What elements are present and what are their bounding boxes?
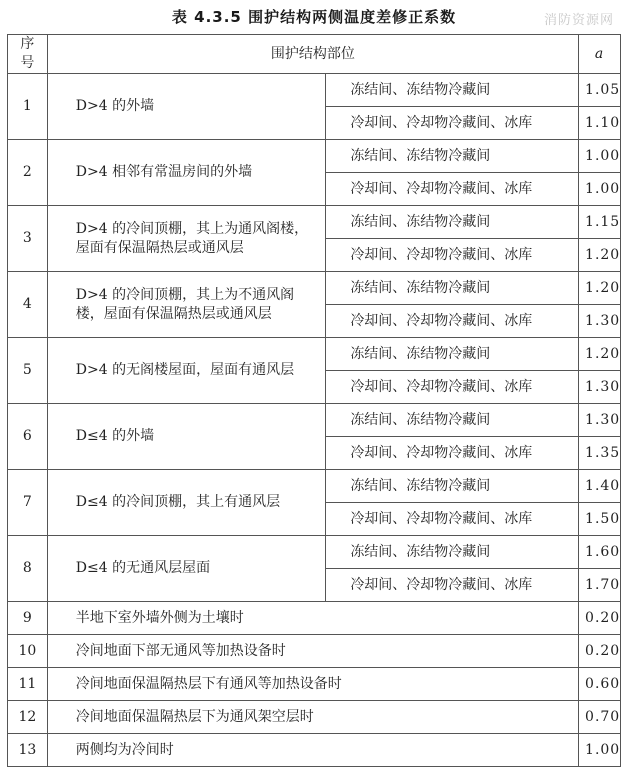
row-value: 1.05 xyxy=(579,74,621,107)
row-value: 1.10 xyxy=(579,107,621,140)
row-value: 0.60 xyxy=(579,668,621,701)
row-value: 1.15 xyxy=(579,206,621,239)
row-no: 13 xyxy=(8,734,48,767)
row-value: 1.30 xyxy=(579,305,621,338)
row-value: 1.50 xyxy=(579,503,621,536)
table-title: 表 4.3.5 围护结构两侧温度差修正系数 xyxy=(171,8,457,26)
row-value: 1.20 xyxy=(579,272,621,305)
row-value: 1.20 xyxy=(579,239,621,272)
table-row xyxy=(8,701,621,734)
row-room: 冷却间、冷却物冷藏间、冰库 xyxy=(326,371,579,404)
table-body xyxy=(8,74,621,767)
table-row xyxy=(8,338,621,371)
row-no: 11 xyxy=(8,668,48,701)
row-part: 冷间地面下部无通风等加热设备时 xyxy=(47,635,578,668)
row-room: 冻结间、冻结物冷藏间 xyxy=(326,74,579,107)
table-row xyxy=(8,635,621,668)
table-row xyxy=(8,272,621,305)
table-row xyxy=(8,206,621,239)
header-coef: a xyxy=(579,35,621,74)
row-part: D>4 的冷间顶棚，其上为不通风阁楼，屋面有保温隔热层或通风层 xyxy=(47,272,326,338)
row-value: 1.00 xyxy=(579,734,621,767)
table-row xyxy=(8,470,621,503)
table-row xyxy=(8,74,621,107)
row-room: 冷却间、冷却物冷藏间、冰库 xyxy=(326,173,579,206)
row-part: D≤4 的冷间顶棚，其上有通风层 xyxy=(47,470,326,536)
correction-table xyxy=(7,34,621,767)
row-room: 冻结间、冻结物冷藏间 xyxy=(326,404,579,437)
row-no: 2 xyxy=(8,140,48,206)
row-value: 1.60 xyxy=(579,536,621,569)
row-no: 9 xyxy=(8,602,48,635)
row-part: 冷间地面保温隔热层下有通风等加热设备时 xyxy=(47,668,578,701)
row-no: 6 xyxy=(8,404,48,470)
row-value: 1.00 xyxy=(579,173,621,206)
row-value: 0.20 xyxy=(579,602,621,635)
header-part: 围护结构部位 xyxy=(47,35,578,74)
row-no: 8 xyxy=(8,536,48,602)
row-value: 1.30 xyxy=(579,404,621,437)
watermark: 消防资源网 xyxy=(543,13,614,28)
table-row xyxy=(8,602,621,635)
row-room: 冻结间、冻结物冷藏间 xyxy=(326,206,579,239)
row-value: 1.35 xyxy=(579,437,621,470)
row-room: 冷却间、冷却物冷藏间、冰库 xyxy=(326,239,579,272)
row-no: 7 xyxy=(8,470,48,536)
row-room: 冷却间、冷却物冷藏间、冰库 xyxy=(326,437,579,470)
row-room: 冷却间、冷却物冷藏间、冰库 xyxy=(326,503,579,536)
row-no: 10 xyxy=(8,635,48,668)
row-part: 两侧均为冷间时 xyxy=(47,734,578,767)
row-no: 12 xyxy=(8,701,48,734)
row-room: 冷却间、冷却物冷藏间、冰库 xyxy=(326,107,579,140)
row-value: 1.00 xyxy=(579,140,621,173)
row-part: D>4 相邻有常温房间的外墙 xyxy=(47,140,326,206)
row-part: 冷间地面保温隔热层下为通风架空层时 xyxy=(47,701,578,734)
row-room: 冻结间、冻结物冷藏间 xyxy=(326,272,579,305)
row-value: 1.70 xyxy=(579,569,621,602)
row-no: 3 xyxy=(8,206,48,272)
row-part: D≤4 的无通风层屋面 xyxy=(47,536,326,602)
row-part: D>4 的无阁楼屋面，屋面有通风层 xyxy=(47,338,326,404)
row-no: 5 xyxy=(8,338,48,404)
row-room: 冻结间、冻结物冷藏间 xyxy=(326,536,579,569)
row-part: D>4 的外墙 xyxy=(47,74,326,140)
table-row xyxy=(8,404,621,437)
row-no: 1 xyxy=(8,74,48,140)
row-value: 1.40 xyxy=(579,470,621,503)
row-value: 0.20 xyxy=(579,635,621,668)
row-no: 4 xyxy=(8,272,48,338)
table-row xyxy=(8,536,621,569)
table-row xyxy=(8,668,621,701)
row-part: D>4 的冷间顶棚，其上为通风阁楼，屋面有保温隔热层或通风层 xyxy=(47,206,326,272)
table-header-row xyxy=(8,35,621,74)
header-no: 序号 xyxy=(8,35,48,74)
row-room: 冻结间、冻结物冷藏间 xyxy=(326,140,579,173)
row-value: 1.30 xyxy=(579,371,621,404)
row-value: 0.70 xyxy=(579,701,621,734)
row-part: D≤4 的外墙 xyxy=(47,404,326,470)
table-row xyxy=(8,140,621,173)
table-row xyxy=(8,734,621,767)
row-room: 冷却间、冷却物冷藏间、冰库 xyxy=(326,569,579,602)
row-room: 冻结间、冻结物冷藏间 xyxy=(326,338,579,371)
row-room: 冷却间、冷却物冷藏间、冰库 xyxy=(326,305,579,338)
row-room: 冻结间、冻结物冷藏间 xyxy=(326,470,579,503)
row-value: 1.20 xyxy=(579,338,621,371)
row-part: 半地下室外墙外侧为土壤时 xyxy=(47,602,578,635)
